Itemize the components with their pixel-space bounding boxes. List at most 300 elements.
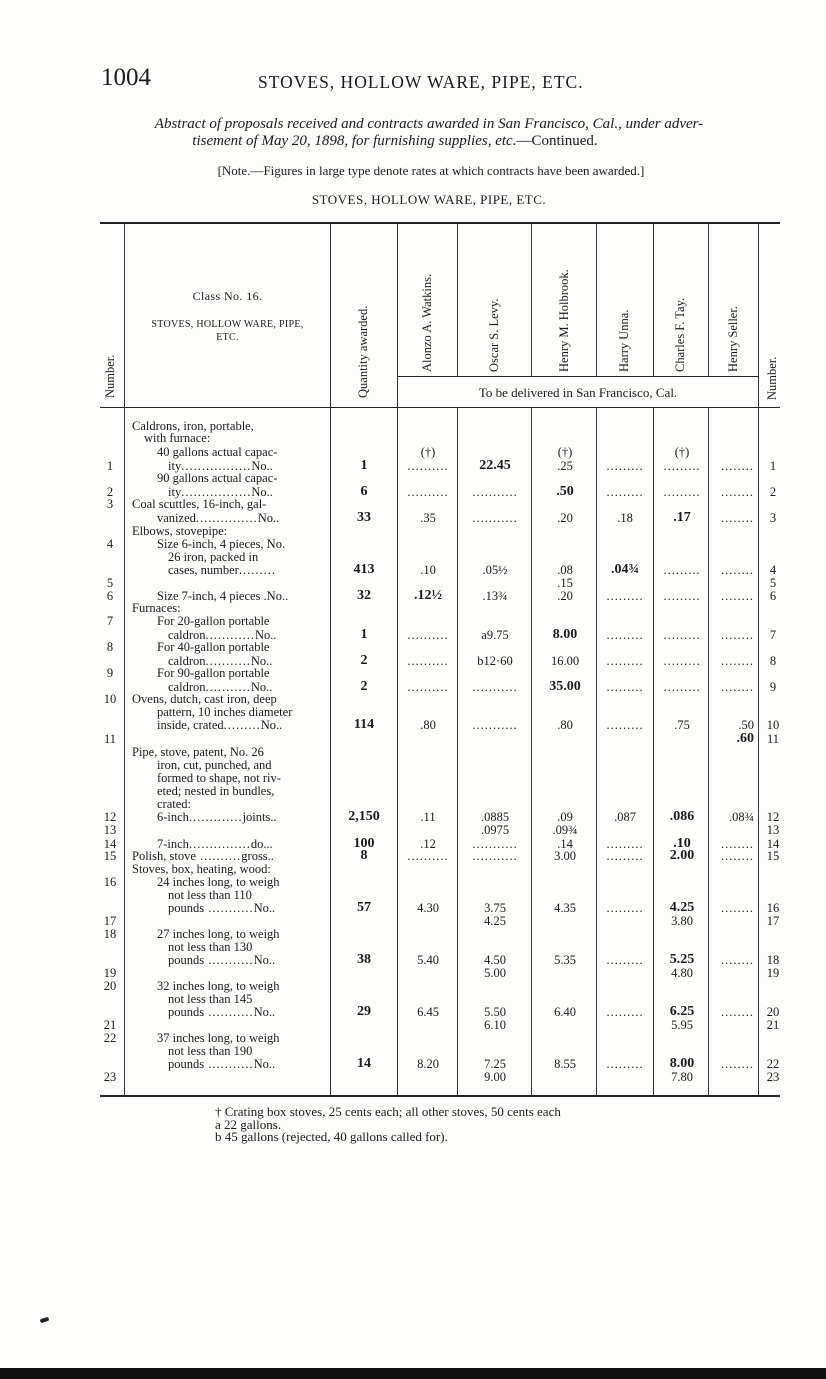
row-label-text: inside, crated xyxy=(157,718,224,732)
cell: ......... xyxy=(606,718,644,732)
cell: .15 xyxy=(557,576,573,590)
quantity-cell: 114 xyxy=(353,717,375,732)
row-number-right: 15 xyxy=(766,849,780,863)
row-number-right: 2 xyxy=(769,485,777,499)
row-number-right: 19 xyxy=(766,966,780,980)
row-label: Coal scuttles, 16-inch, gal- xyxy=(132,497,267,511)
row-label-text: caldron xyxy=(168,628,206,642)
row-label: Stoves, box, heating, wood: xyxy=(132,862,271,876)
quantity-cell: 100 xyxy=(353,836,375,851)
col-divider xyxy=(124,224,125,1095)
row-number-right: 10 xyxy=(766,718,780,732)
class-subtitle-line-1: STOVES, HOLLOW WARE, PIPE, xyxy=(151,319,304,330)
cell: .09 xyxy=(557,810,573,824)
class-subtitle xyxy=(125,318,330,344)
cell: 6.10 xyxy=(484,1018,506,1032)
bidder-header-tay: Charles F. Tay. xyxy=(673,297,687,372)
unit-label: No.. xyxy=(260,718,283,732)
cell: .......... xyxy=(407,628,449,642)
cell: ......... xyxy=(663,459,701,473)
row-number-right: 14 xyxy=(766,837,780,851)
unit-label: No.. xyxy=(251,459,273,473)
number-column-header-right: Number. xyxy=(765,356,779,400)
cell: .50 xyxy=(738,718,754,732)
row-label: 37 inches long, to weigh xyxy=(157,1031,280,1045)
bidder-header-unna: Harry Unna. xyxy=(617,309,631,372)
cell: 7.25 xyxy=(484,1057,506,1071)
cell: 5.25 xyxy=(669,952,695,967)
award-note: [Note.—Figures in large type denote rates at which contracts have been awarded.] xyxy=(217,163,645,178)
row-label-text: 7-inch xyxy=(157,837,189,851)
row-label xyxy=(132,850,274,862)
leader-dots: ......... xyxy=(223,718,261,732)
row-number: 15 xyxy=(103,849,117,863)
leader-dots: ............ xyxy=(205,628,255,642)
cell: .09¾ xyxy=(552,823,578,837)
leader-dots: ............... xyxy=(188,837,251,851)
row-number: 11 xyxy=(103,732,117,746)
cell: .80 xyxy=(420,718,436,732)
quantity-cell: 2 xyxy=(360,679,368,694)
row-label: not less than 110 xyxy=(168,888,252,902)
col-divider xyxy=(596,408,597,1095)
row-label: Caldrons, iron, portable, xyxy=(132,419,254,433)
cell: b12·60 xyxy=(477,654,513,668)
row-label: 40 gallons actual capac- xyxy=(157,445,278,459)
cell: 5.35 xyxy=(554,953,576,967)
cell: ........... xyxy=(472,849,518,863)
row-number-right: 21 xyxy=(766,1018,780,1032)
row-label-text: pounds xyxy=(168,901,205,915)
cell: ......... xyxy=(663,589,701,603)
cell: ......... xyxy=(663,680,701,694)
row-number-right: 20 xyxy=(766,1005,780,1019)
cell: .35 xyxy=(420,511,436,525)
row-number-right: 17 xyxy=(766,914,780,928)
row-number-right: 12 xyxy=(766,810,780,824)
row-label: 90 gallons actual capac- xyxy=(157,471,278,485)
bidder-header-seller: Henry Seller. xyxy=(726,306,740,372)
leader-dots: ........... xyxy=(205,654,251,668)
cell: 3.80 xyxy=(671,914,693,928)
cell: ........ xyxy=(721,1057,754,1071)
row-label xyxy=(157,719,282,731)
row-number-right: 16 xyxy=(766,901,780,915)
row-label: crated: xyxy=(157,797,192,811)
cell: ........... xyxy=(472,511,518,525)
unit-label: gross.. xyxy=(241,849,274,863)
leader-dots: .......... xyxy=(195,849,242,863)
footnotes xyxy=(215,1106,561,1144)
cell: 16.00 xyxy=(550,654,580,668)
row-label: 24 inches long, to weigh xyxy=(157,875,280,889)
row-label: Size 6-inch, 4 pieces, No. xyxy=(157,537,286,551)
col-divider xyxy=(457,224,458,376)
quantity-cell: 2,150 xyxy=(348,809,380,824)
row-label xyxy=(157,512,279,524)
delivered-top-rule xyxy=(398,376,758,377)
row-label: not less than 190 xyxy=(168,1044,253,1058)
cell: .17 xyxy=(673,510,691,525)
row-label: For 90-gallon portable xyxy=(157,666,270,680)
row-number: 2 xyxy=(106,485,114,499)
cell: ........ xyxy=(721,1005,754,1019)
cell: 3.75 xyxy=(484,901,506,915)
col-divider xyxy=(531,408,532,1095)
leader-dots: ........... xyxy=(204,1057,254,1071)
cell: .05½ xyxy=(482,563,508,577)
footnote-a: a 22 gallons. xyxy=(215,1116,282,1132)
cell: ........ xyxy=(721,459,754,473)
cell: 8.00 xyxy=(552,627,578,642)
cell: .086 xyxy=(669,809,695,824)
cell: .14 xyxy=(557,837,573,851)
row-label: Size 7-inch, 4 pieces .No.. xyxy=(157,589,289,603)
row-label-text: cases, number xyxy=(168,563,239,577)
col-divider xyxy=(758,224,759,1095)
unit-label: joints.. xyxy=(242,810,277,824)
row-number-right: 9 xyxy=(769,680,777,694)
row-number-right: 11 xyxy=(766,732,780,746)
row-label: pattern, 10 inches diameter xyxy=(157,705,293,719)
cell: .80 xyxy=(557,718,573,732)
cell: 22.45 xyxy=(479,458,511,473)
row-label: 32 inches long, to weigh xyxy=(157,979,280,993)
cell: ......... xyxy=(606,680,644,694)
cell: .10 xyxy=(420,563,436,577)
cell: ........... xyxy=(472,718,518,732)
cell: ........... xyxy=(472,485,518,499)
cell: (†) xyxy=(674,445,690,459)
class-subtitle-line-2: ETC. xyxy=(216,332,239,343)
unit-label: No.. xyxy=(253,1005,276,1019)
cell: 4.50 xyxy=(484,953,506,967)
cell: .75 xyxy=(674,718,690,732)
cell: 4.80 xyxy=(671,966,693,980)
cell: ......... xyxy=(606,901,644,915)
cell: .60 xyxy=(736,731,754,746)
leader-dots: ......... xyxy=(238,563,276,577)
row-label xyxy=(168,1006,275,1018)
section-subhead: STOVES, HOLLOW WARE, PIPE, ETC. xyxy=(311,192,547,207)
row-label xyxy=(168,1058,275,1070)
cell: .......... xyxy=(407,654,449,668)
row-label: eted; nested in bundles, xyxy=(157,784,275,798)
row-number: 19 xyxy=(103,966,117,980)
cell: .50 xyxy=(556,484,574,499)
cell: .......... xyxy=(407,680,449,694)
cell: ......... xyxy=(606,837,644,851)
unit-label: No.. xyxy=(257,511,280,525)
row-label xyxy=(157,811,277,823)
quantity-cell: 14 xyxy=(357,1056,371,1071)
row-label-text: Polish, stove xyxy=(132,849,196,863)
cell: 5.40 xyxy=(417,953,439,967)
row-label-text: pounds xyxy=(168,953,205,967)
cell: ........ xyxy=(721,849,754,863)
row-label-text: ity xyxy=(168,459,182,473)
cell: .......... xyxy=(407,485,449,499)
row-number: 17 xyxy=(103,914,117,928)
row-label xyxy=(168,902,275,914)
footnote-b: b 45 gallons (rejected, 40 gallons called for). xyxy=(215,1129,448,1144)
leader-dots: ........... xyxy=(204,901,254,915)
cell: ........ xyxy=(721,589,754,603)
cell: ......... xyxy=(606,485,644,499)
page-number: 1004 xyxy=(101,64,151,91)
row-number: 14 xyxy=(103,837,117,851)
cell: ......... xyxy=(606,849,644,863)
bidder-header-watkins: Alonzo A. Watkins. xyxy=(420,273,434,372)
cell: .04¾ xyxy=(611,562,639,577)
header-bottom-rule xyxy=(100,407,780,408)
row-label: Ovens, dutch, cast iron, deep xyxy=(132,692,277,706)
caption-line-2-tail: —Continued. xyxy=(516,133,598,149)
cell: ........ xyxy=(721,511,754,525)
row-number: 9 xyxy=(106,666,114,680)
cell: ........... xyxy=(472,680,518,694)
row-label: formed to shape, not riv- xyxy=(157,771,281,785)
row-label xyxy=(168,954,275,966)
unit-label: No.. xyxy=(251,485,273,499)
quantity-cell: 6 xyxy=(360,484,368,499)
col-divider xyxy=(457,408,458,1095)
row-number: 20 xyxy=(103,979,117,993)
cell: 6.45 xyxy=(417,1005,439,1019)
quantity-cell: 413 xyxy=(353,562,375,577)
cell: 4.30 xyxy=(417,901,439,915)
cell: 9.00 xyxy=(484,1070,506,1084)
cell: .12½ xyxy=(414,588,442,603)
cell: ......... xyxy=(606,654,644,668)
cell: 35.00 xyxy=(549,679,581,694)
unit-label: No.. xyxy=(250,680,273,694)
row-label: with furnace: xyxy=(144,431,211,445)
cell: ......... xyxy=(606,1057,644,1071)
row-number: 10 xyxy=(103,692,117,706)
col-divider xyxy=(596,224,597,376)
col-divider xyxy=(330,224,331,1095)
cell: (†) xyxy=(557,445,573,459)
row-label: For 20-gallon portable xyxy=(157,614,270,628)
cell: .......... xyxy=(407,849,449,863)
cell: ......... xyxy=(606,459,644,473)
row-number-right: 18 xyxy=(766,953,780,967)
row-number: 5 xyxy=(106,576,114,590)
quantity-column-header: Quantity awarded. xyxy=(356,305,370,398)
row-label: 26 iron, packed in xyxy=(168,550,259,564)
quantity-cell: 8 xyxy=(360,848,368,863)
row-label: Pipe, stove, patent, No. 26 xyxy=(132,745,264,759)
cell: ........ xyxy=(721,680,754,694)
row-number-right: 3 xyxy=(769,511,777,525)
row-label: not less than 145 xyxy=(168,992,253,1006)
cell: ......... xyxy=(606,953,644,967)
cell: ......... xyxy=(663,563,701,577)
cell: ......... xyxy=(663,485,701,499)
leader-dots: ............. xyxy=(188,810,243,824)
row-number-right: 13 xyxy=(766,823,780,837)
ink-mark xyxy=(40,1317,50,1324)
row-label: Elbows, stovepipe: xyxy=(132,524,228,538)
quantity-cell: 1 xyxy=(360,627,368,642)
row-number: 23 xyxy=(103,1070,117,1084)
cell: .11 xyxy=(420,810,436,824)
cell: .20 xyxy=(557,589,573,603)
cell: ........ xyxy=(721,485,754,499)
cell: 2.00 xyxy=(669,848,695,863)
cell: ......... xyxy=(663,654,701,668)
row-number: 21 xyxy=(103,1018,117,1032)
cell: .08 xyxy=(557,563,573,577)
row-label: For 40-gallon portable xyxy=(157,640,270,654)
cell: 4.25 xyxy=(484,914,506,928)
cell: .10 xyxy=(673,836,691,851)
cell: ........ xyxy=(721,654,754,668)
row-number: 12 xyxy=(103,810,117,824)
col-divider xyxy=(653,224,654,376)
cell: .12 xyxy=(420,837,436,851)
col-divider xyxy=(708,224,709,376)
bidder-header-levy: Oscar S. Levy. xyxy=(487,298,501,372)
cell: ........ xyxy=(721,837,754,851)
cell: .087 xyxy=(614,810,636,824)
col-divider xyxy=(397,224,398,1095)
unit-label: No.. xyxy=(253,1057,276,1071)
cell: .0975 xyxy=(480,823,510,837)
row-number: 1 xyxy=(106,459,114,473)
row-number: 6 xyxy=(106,589,114,603)
delivery-location: To be delivered in San Francisco, Cal. xyxy=(478,385,678,400)
cell: ........... xyxy=(472,837,518,851)
cell: ........ xyxy=(721,953,754,967)
cell: ........ xyxy=(721,901,754,915)
number-column-header: Number. xyxy=(103,354,117,398)
row-number-right: 7 xyxy=(769,628,777,642)
row-number-right: 5 xyxy=(769,576,777,590)
bidder-header-holbrook: Henry M. Holbrook. xyxy=(557,269,571,372)
cell: 4.35 xyxy=(554,901,576,915)
row-label-text: pounds xyxy=(168,1057,205,1071)
row-number: 22 xyxy=(103,1031,117,1045)
quantity-cell: 32 xyxy=(357,588,371,603)
cell: .08¾ xyxy=(729,810,754,824)
cell: .20 xyxy=(557,511,573,525)
row-number: 16 xyxy=(103,875,117,889)
row-number: 4 xyxy=(106,537,114,551)
unit-label: No.. xyxy=(250,654,273,668)
row-number: 7 xyxy=(106,614,114,628)
cell: .18 xyxy=(617,511,633,525)
cell: 3.00 xyxy=(554,849,576,863)
caption-line-2-italic: tisement of May 20, 1898, for furnishing supplies, etc. xyxy=(192,133,517,149)
quantity-cell: 33 xyxy=(357,510,371,525)
cell: .13¾ xyxy=(482,589,508,603)
row-label-text: 6-inch xyxy=(157,810,189,824)
row-label: Furnaces: xyxy=(132,601,181,615)
quantity-cell: 2 xyxy=(360,653,368,668)
row-number: 8 xyxy=(106,640,114,654)
cell: 6.40 xyxy=(554,1005,576,1019)
col-divider xyxy=(531,224,532,376)
leader-dots: ............... xyxy=(195,511,258,525)
row-number: 3 xyxy=(106,497,114,511)
row-number-right: 4 xyxy=(769,563,777,577)
row-label: iron, cut, punched, and xyxy=(157,758,272,772)
row-number-right: 22 xyxy=(766,1057,780,1071)
caption-line-2 xyxy=(0,133,808,150)
cell: ......... xyxy=(606,628,644,642)
col-divider xyxy=(708,408,709,1095)
quantity-cell: 29 xyxy=(357,1004,371,1019)
leader-dots: ................. xyxy=(181,459,252,473)
cell: ........ xyxy=(721,628,754,642)
cell: ......... xyxy=(606,1005,644,1019)
row-number-right: 1 xyxy=(769,459,777,473)
leader-dots: ........... xyxy=(204,953,254,967)
cell: a9.75 xyxy=(481,628,509,642)
row-label-text: ity xyxy=(168,485,182,499)
cell: (†) xyxy=(420,445,436,459)
row-number: 18 xyxy=(103,927,117,941)
cell: 4.25 xyxy=(669,900,695,915)
leader-dots: ................. xyxy=(181,485,252,499)
row-label xyxy=(168,564,276,576)
cell: ......... xyxy=(606,589,644,603)
cell: 7.80 xyxy=(671,1070,693,1084)
cell: 6.25 xyxy=(669,1004,695,1019)
leader-dots: ........... xyxy=(204,1005,254,1019)
row-label-text: pounds xyxy=(168,1005,205,1019)
cell: 5.95 xyxy=(671,1018,693,1032)
quantity-cell: 1 xyxy=(360,458,368,473)
unit-label: No.. xyxy=(253,953,276,967)
footnote-dagger: † Crating box stoves, 25 cents each; all other stoves, 50 cents each xyxy=(215,1104,561,1119)
class-title: Class No. 16. xyxy=(192,289,263,303)
row-number-right: 6 xyxy=(769,589,777,603)
table-top-rule xyxy=(100,222,780,224)
unit-label: No.. xyxy=(254,628,277,642)
cell: .25 xyxy=(557,459,573,473)
cell: .......... xyxy=(407,459,449,473)
running-head: STOVES, HOLLOW WARE, PIPE, ETC. xyxy=(258,72,584,92)
cell: 8.20 xyxy=(417,1057,439,1071)
cell: ........ xyxy=(721,563,754,577)
row-number-right: 8 xyxy=(769,654,777,668)
leader-dots: ........... xyxy=(205,680,251,694)
caption-line-1: Abstract of proposals received and contracts awarded in San Francisco, Cal., under adver- xyxy=(154,116,704,132)
row-label-text: caldron xyxy=(168,680,206,694)
row-number-right: 23 xyxy=(766,1070,780,1084)
quantity-cell: 38 xyxy=(357,952,371,967)
cell: .0885 xyxy=(480,810,510,824)
unit-label: No.. xyxy=(253,901,276,915)
cell: 8.00 xyxy=(669,1056,695,1071)
unit-label: do... xyxy=(250,837,273,851)
row-label-text: caldron xyxy=(168,654,206,668)
cell: 8.55 xyxy=(554,1057,576,1071)
col-divider xyxy=(653,408,654,1095)
row-label-text: vanized xyxy=(157,511,196,525)
cell: ......... xyxy=(663,628,701,642)
scan-bottom-edge xyxy=(0,1368,826,1379)
row-label: 27 inches long, to weigh xyxy=(157,927,280,941)
row-number: 13 xyxy=(103,823,117,837)
cell: 5.00 xyxy=(484,966,506,980)
cell: 5.50 xyxy=(484,1005,506,1019)
row-label: not less than 130 xyxy=(168,940,253,954)
table-bottom-rule xyxy=(100,1095,780,1097)
